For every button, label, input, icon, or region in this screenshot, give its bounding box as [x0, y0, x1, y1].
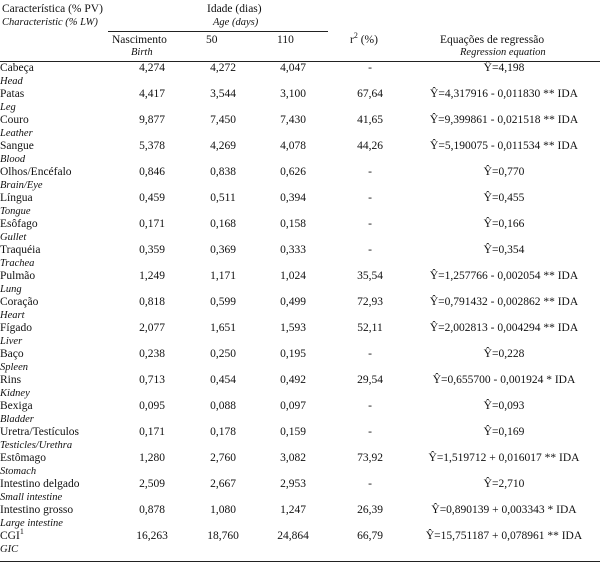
row-label: [0, 400, 112, 426]
header-characteristic-en: Characteristic (% LW): [2, 17, 98, 28]
row-label: [0, 270, 112, 296]
value-50: 0,088: [210, 400, 236, 412]
row-label: [0, 166, 112, 192]
table-row: [0, 452, 600, 478]
row-label-en: Blood: [0, 154, 26, 165]
row-label-pt: Sangue: [0, 140, 34, 152]
table-row: [0, 114, 600, 140]
table-row: [0, 400, 600, 426]
value-r2: 29,54: [357, 374, 383, 386]
value-50: 0,250: [210, 348, 236, 360]
row-label-en: Tongue: [0, 206, 31, 217]
data-table: [0, 62, 600, 556]
regression-equation: Ŷ=1,519712 + 0,016017 ** IDA: [428, 452, 580, 464]
header-110: 110: [277, 34, 294, 46]
value-birth: 0,818: [139, 296, 165, 308]
value-50: 0,454: [210, 374, 236, 386]
value-50: 0,599: [210, 296, 236, 308]
row-label: [0, 114, 112, 140]
value-birth: 2,077: [139, 322, 165, 334]
row-label-en: Heart: [0, 310, 25, 321]
regression-equation: Ŷ=2,710: [483, 478, 525, 490]
header-age: Idade (dias): [207, 3, 262, 15]
table-row: [0, 322, 600, 348]
value-r2: 72,93: [357, 296, 383, 308]
value-50: 2,760: [210, 452, 236, 464]
row-label: [0, 244, 112, 270]
value-birth: 0,713: [139, 374, 165, 386]
value-50: 1,651: [210, 322, 236, 334]
table-row: [0, 140, 600, 166]
row-label: [0, 478, 112, 504]
header-age-en: Age (days): [213, 17, 259, 28]
value-birth: 1,280: [139, 452, 165, 464]
value-50: 0,369: [210, 244, 236, 256]
regression-equation: Ŷ=0,791432 - 0,002862 ** IDA: [429, 296, 579, 308]
row-label-pt: Bexiga: [0, 400, 33, 412]
value-110: 0,394: [280, 192, 306, 204]
value-50: 7,450: [210, 114, 236, 126]
table-row: [0, 504, 600, 530]
row-label-en: Testicles/Urethra: [0, 440, 73, 451]
row-label-pt: Esôfago: [0, 218, 38, 230]
value-110: 1,593: [280, 322, 306, 334]
value-birth: 4,417: [139, 88, 165, 100]
row-label: [0, 322, 112, 348]
value-110: 3,100: [280, 88, 306, 100]
value-birth: 1,249: [139, 270, 165, 282]
row-label-footnote: 1: [19, 527, 24, 537]
table-row: [0, 426, 600, 452]
row-label-en: Stomach: [0, 466, 37, 477]
value-birth: 16,263: [136, 530, 168, 542]
header-characteristic: Característica (% PV): [2, 3, 103, 15]
header-r2: $r^2$ (%): [350, 31, 378, 46]
value-birth: 0,359: [139, 244, 165, 256]
row-label-pt: Traquéia: [0, 244, 41, 256]
value-birth: 0,878: [139, 504, 165, 516]
header-equation: Equações de regressão: [440, 34, 545, 46]
row-label: [0, 426, 112, 452]
value-110: 0,492: [280, 374, 306, 386]
row-label-pt: Cabeça: [0, 62, 34, 74]
value-birth: 9,877: [139, 114, 165, 126]
value-110: 0,333: [280, 244, 306, 256]
value-110: 1,247: [280, 504, 306, 516]
value-r2: 52,11: [357, 322, 383, 334]
value-50: 2,667: [210, 478, 236, 490]
regression-equation: Ŷ=2,002813 - 0,004294 ** IDA: [429, 322, 579, 334]
row-label: [0, 348, 112, 374]
table-row: [0, 244, 600, 270]
row-label-en: Leather: [0, 128, 33, 139]
value-r2: 44,26: [357, 140, 383, 152]
table-row: [0, 530, 600, 556]
row-label-pt: Couro: [0, 114, 29, 126]
value-50: 3,544: [210, 88, 236, 100]
row-label-pt: Uretra/Testículos: [0, 426, 80, 438]
row-label-en: Head: [0, 76, 23, 87]
value-r2: 67,64: [357, 88, 383, 100]
bottom-rule: [0, 561, 600, 562]
value-birth: 0,171: [139, 426, 165, 438]
table-row: [0, 270, 600, 296]
value-50: 0,168: [210, 218, 236, 230]
value-birth: 0,171: [139, 218, 165, 230]
row-label-en: Trachea: [0, 258, 35, 269]
row-label-en: Large intestine: [0, 518, 63, 529]
row-label: [0, 452, 112, 478]
value-birth: 0,095: [139, 400, 165, 412]
value-r2: 26,39: [357, 504, 383, 516]
value-50: 1,171: [210, 270, 236, 282]
row-label: [0, 296, 112, 322]
row-label: [0, 192, 112, 218]
value-r2: -: [368, 244, 372, 256]
row-label-en: Liver: [0, 336, 23, 347]
row-label-pt: Intestino delgado: [0, 478, 80, 490]
row-label: [0, 527, 112, 556]
value-110: 0,195: [280, 348, 306, 360]
value-birth: 0,459: [139, 192, 165, 204]
value-r2: -: [368, 62, 372, 74]
header-birth-en: Birth: [131, 47, 153, 58]
value-r2: 41,65: [357, 114, 383, 126]
regression-equation: Ŷ=0,455: [483, 192, 525, 204]
header-equation-en: Regression equation: [460, 47, 546, 58]
regression-equation: Ŷ=0,354: [483, 244, 525, 256]
row-label-en: Brain/Eye: [0, 180, 43, 191]
regression-equation: Ŷ=0,228: [483, 348, 525, 360]
regression-equation: Ŷ=0,655700 - 0,001924 * IDA: [432, 374, 576, 386]
header-birth: Nascimento: [112, 34, 167, 46]
row-label-pt: Baço: [0, 348, 24, 360]
value-110: 4,078: [280, 140, 306, 152]
table-row: [0, 218, 600, 244]
value-r2: -: [368, 192, 372, 204]
table-row: [0, 296, 600, 322]
row-label: [0, 62, 112, 88]
value-110: 0,097: [280, 400, 306, 412]
row-label: [0, 140, 112, 166]
regression-equation: Ŷ=15,751187 + 0,078961 ** IDA: [425, 530, 583, 542]
age-subrule: [108, 31, 328, 32]
row-label-pt: Rins: [0, 374, 22, 386]
row-label-pt: Pulmão: [0, 270, 36, 282]
value-50: 4,269: [210, 140, 236, 152]
value-50: 0,511: [210, 192, 236, 204]
row-label-pt: Estômago: [0, 452, 46, 464]
value-110: 0,158: [280, 218, 306, 230]
row-label-pt: Língua: [0, 192, 33, 204]
row-label-en: GIC: [0, 544, 19, 555]
header-50: 50: [206, 34, 218, 46]
table-row: [0, 478, 600, 504]
value-r2: 73,92: [357, 452, 383, 464]
table-row: [0, 88, 600, 114]
value-110: 3,082: [280, 452, 306, 464]
value-r2: 66,79: [357, 530, 383, 542]
row-label-en: Kidney: [0, 388, 30, 399]
table-row: [0, 166, 600, 192]
value-r2: 35,54: [357, 270, 383, 282]
row-label: [0, 504, 112, 530]
row-label-pt: Intestino grosso: [0, 504, 74, 516]
row-label-en: Spleen: [0, 362, 28, 373]
value-110: 0,626: [280, 166, 306, 178]
row-label-pt: Olhos/Encéfalo: [0, 166, 72, 178]
row-label-pt: Coração: [0, 296, 39, 308]
value-birth: 2,509: [139, 478, 165, 490]
row-label-en: Small intestine: [0, 492, 63, 503]
value-50: 0,178: [210, 426, 236, 438]
regression-equation: Ŷ=4,317916 - 0,011830 ** IDA: [430, 88, 578, 100]
row-label-pt: Patas: [0, 88, 25, 100]
regression-equation: Ŷ=0,169: [483, 426, 525, 438]
table-row: [0, 348, 600, 374]
row-label-pt: CGI: [0, 530, 20, 542]
value-birth: 0,238: [139, 348, 165, 360]
table-row: [0, 62, 600, 88]
value-r2: -: [368, 478, 372, 490]
value-r2: -: [368, 166, 372, 178]
value-r2: -: [368, 426, 372, 438]
value-110: 7,430: [280, 114, 306, 126]
table-row: [0, 192, 600, 218]
row-label-pt: Fígado: [0, 322, 32, 334]
value-r2: -: [368, 400, 372, 412]
value-r2: -: [368, 348, 372, 360]
regression-equation: Ŷ=0,093: [483, 400, 525, 412]
row-label: [0, 88, 112, 114]
value-birth: 0,846: [139, 166, 165, 178]
regression-equation: Ŷ=9,399861 - 0,021518 ** IDA: [429, 114, 579, 126]
regression-equation: Ŷ=0,770: [483, 166, 525, 178]
row-label-en: Lung: [0, 284, 22, 295]
row-label-en: Leg: [0, 102, 16, 113]
value-110: 0,159: [280, 426, 306, 438]
value-110: 4,047: [280, 62, 306, 74]
value-r2: -: [368, 218, 372, 230]
value-110: 2,953: [280, 478, 306, 490]
regression-equation: Ŷ=0,166: [483, 218, 525, 230]
regression-equation: Ŷ=4,198: [483, 62, 525, 74]
value-110: 0,499: [280, 296, 306, 308]
value-birth: 5,378: [139, 140, 165, 152]
regression-equation: Ŷ=0,890139 + 0,003343 * IDA: [431, 504, 577, 516]
value-110: 24,864: [277, 530, 309, 542]
regression-equation: Ŷ=1,257766 - 0,002054 ** IDA: [429, 270, 579, 282]
value-50: 0,838: [210, 166, 236, 178]
value-50: 18,760: [207, 530, 239, 542]
value-birth: 4,274: [139, 62, 165, 74]
regression-equation: Ŷ=5,190075 - 0,011534 ** IDA: [430, 140, 578, 152]
value-50: 4,272: [210, 62, 236, 74]
row-label: [0, 218, 112, 244]
row-label: [0, 374, 112, 400]
table-row: [0, 374, 600, 400]
row-label-en: Gullet: [0, 232, 27, 243]
value-110: 1,024: [280, 270, 306, 282]
row-label-en: Bladder: [0, 414, 34, 425]
value-50: 1,080: [210, 504, 236, 516]
